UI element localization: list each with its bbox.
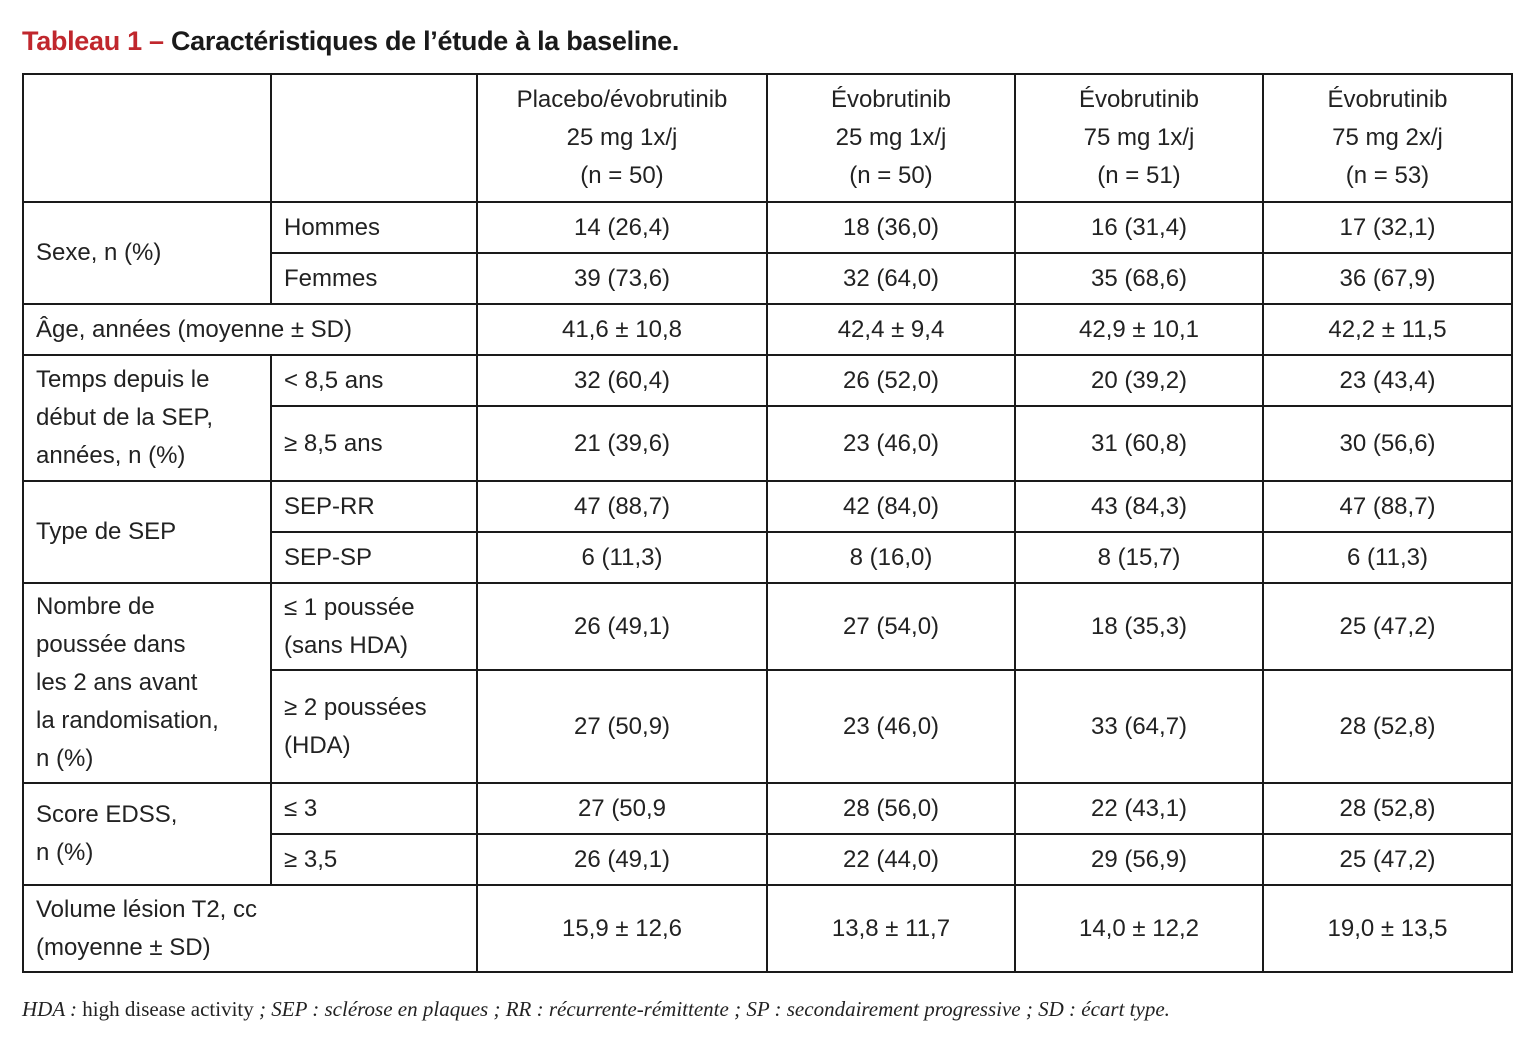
table-cell: 32 (60,4) bbox=[477, 355, 767, 406]
row-group-label: Sexe, n (%) bbox=[23, 202, 271, 304]
row-group-label: Type de SEP bbox=[23, 481, 271, 583]
table-cell: 6 (11,3) bbox=[477, 532, 767, 583]
table-cell: 14 (26,4) bbox=[477, 202, 767, 253]
table-cell: 23 (46,0) bbox=[767, 670, 1015, 783]
table-cell: 43 (84,3) bbox=[1015, 481, 1263, 532]
table-cell: 26 (52,0) bbox=[767, 355, 1015, 406]
table-cell: 42,9 ± 10,1 bbox=[1015, 304, 1263, 355]
table-cell: 33 (64,7) bbox=[1015, 670, 1263, 783]
table-cell: 29 (56,9) bbox=[1015, 834, 1263, 885]
row-sub-label: SEP-SP bbox=[271, 532, 477, 583]
table-cell: 28 (56,0) bbox=[767, 783, 1015, 834]
table-cell: 25 (47,2) bbox=[1263, 834, 1512, 885]
table-cell: 16 (31,4) bbox=[1015, 202, 1263, 253]
table-cell: 13,8 ± 11,7 bbox=[767, 885, 1015, 972]
row-sub-label: ≥ 3,5 bbox=[271, 834, 477, 885]
table-row bbox=[23, 304, 1512, 355]
table-cell: 22 (43,1) bbox=[1015, 783, 1263, 834]
table-cell: 25 (47,2) bbox=[1263, 583, 1512, 670]
row-sub-label: ≤ 3 bbox=[271, 783, 477, 834]
table-row bbox=[23, 583, 1512, 670]
footnote-abbrev-hda: HDA : bbox=[22, 997, 78, 1021]
table-cell: 8 (15,7) bbox=[1015, 532, 1263, 583]
table-caption: Caractéristiques de l’étude à la baseline. bbox=[170, 26, 680, 56]
table-cell: 27 (50,9) bbox=[477, 670, 767, 783]
table-cell: 27 (50,9 bbox=[477, 783, 767, 834]
column-header: Évobrutinib 75 mg 2x/j (n = 53) bbox=[1263, 74, 1512, 202]
row-sub-label: SEP-RR bbox=[271, 481, 477, 532]
table-cell: 22 (44,0) bbox=[767, 834, 1015, 885]
table-cell: 26 (49,1) bbox=[477, 834, 767, 885]
table-cell: 39 (73,6) bbox=[477, 253, 767, 304]
baseline-table bbox=[22, 73, 1513, 973]
table-row bbox=[23, 355, 1512, 406]
table-cell: 28 (52,8) bbox=[1263, 670, 1512, 783]
row-sub-label: < 8,5 ans bbox=[271, 355, 477, 406]
row-group-label: Volume lésion T2, cc (moyenne ± SD) bbox=[23, 885, 477, 972]
header-empty-cell bbox=[23, 74, 271, 202]
table-number: Tableau 1 – bbox=[22, 26, 164, 56]
row-sub-label: ≥ 8,5 ans bbox=[271, 406, 477, 481]
table-cell: 30 (56,6) bbox=[1263, 406, 1512, 481]
table-title bbox=[22, 26, 679, 57]
table-cell: 32 (64,0) bbox=[767, 253, 1015, 304]
row-group-label: Score EDSS, n (%) bbox=[23, 783, 271, 885]
table-cell: 42,2 ± 11,5 bbox=[1263, 304, 1512, 355]
header-empty-cell bbox=[271, 74, 477, 202]
column-header: Placebo/évobrutinib 25 mg 1x/j (n = 50) bbox=[477, 74, 767, 202]
row-group-label: Temps depuis le début de la SEP, années, n (%) bbox=[23, 355, 271, 481]
table-cell: 15,9 ± 12,6 bbox=[477, 885, 767, 972]
table-cell: 6 (11,3) bbox=[1263, 532, 1512, 583]
table-cell: 19,0 ± 13,5 bbox=[1263, 885, 1512, 972]
table-cell: 23 (46,0) bbox=[767, 406, 1015, 481]
row-sub-label: ≥ 2 poussées (HDA) bbox=[271, 670, 477, 783]
table-cell: 20 (39,2) bbox=[1015, 355, 1263, 406]
table-row bbox=[23, 885, 1512, 972]
row-sub-label: Femmes bbox=[271, 253, 477, 304]
row-sub-label: Hommes bbox=[271, 202, 477, 253]
table-cell: 42 (84,0) bbox=[767, 481, 1015, 532]
table-cell: 8 (16,0) bbox=[767, 532, 1015, 583]
row-group-label: Âge, années (moyenne ± SD) bbox=[23, 304, 477, 355]
table-row bbox=[23, 481, 1512, 532]
table-cell: 18 (35,3) bbox=[1015, 583, 1263, 670]
footnote-abbreviations: ; SEP : sclérose en plaques ; RR : récurrente-rémittente ; SP : secondairement progressive ; SD : écart type. bbox=[253, 997, 1170, 1021]
table-footnote bbox=[22, 997, 1170, 1022]
table-cell: 35 (68,6) bbox=[1015, 253, 1263, 304]
table-cell: 28 (52,8) bbox=[1263, 783, 1512, 834]
table-cell: 17 (32,1) bbox=[1263, 202, 1512, 253]
table-cell: 18 (36,0) bbox=[767, 202, 1015, 253]
table-cell: 27 (54,0) bbox=[767, 583, 1015, 670]
table-cell: 23 (43,4) bbox=[1263, 355, 1512, 406]
row-group-label: Nombre de poussée dans les 2 ans avant la randomisation, n (%) bbox=[23, 583, 271, 783]
table-cell: 26 (49,1) bbox=[477, 583, 767, 670]
column-header: Évobrutinib 25 mg 1x/j (n = 50) bbox=[767, 74, 1015, 202]
header-row bbox=[23, 74, 1512, 202]
table-cell: 21 (39,6) bbox=[477, 406, 767, 481]
footnote-hda-definition: high disease activity bbox=[77, 997, 254, 1021]
table-cell: 41,6 ± 10,8 bbox=[477, 304, 767, 355]
table-cell: 47 (88,7) bbox=[1263, 481, 1512, 532]
table-cell: 31 (60,8) bbox=[1015, 406, 1263, 481]
column-header: Évobrutinib 75 mg 1x/j (n = 51) bbox=[1015, 74, 1263, 202]
row-sub-label: ≤ 1 poussée (sans HDA) bbox=[271, 583, 477, 670]
table-cell: 14,0 ± 12,2 bbox=[1015, 885, 1263, 972]
table-cell: 42,4 ± 9,4 bbox=[767, 304, 1015, 355]
table-cell: 36 (67,9) bbox=[1263, 253, 1512, 304]
table-cell: 47 (88,7) bbox=[477, 481, 767, 532]
table-row bbox=[23, 202, 1512, 253]
table-row bbox=[23, 783, 1512, 834]
